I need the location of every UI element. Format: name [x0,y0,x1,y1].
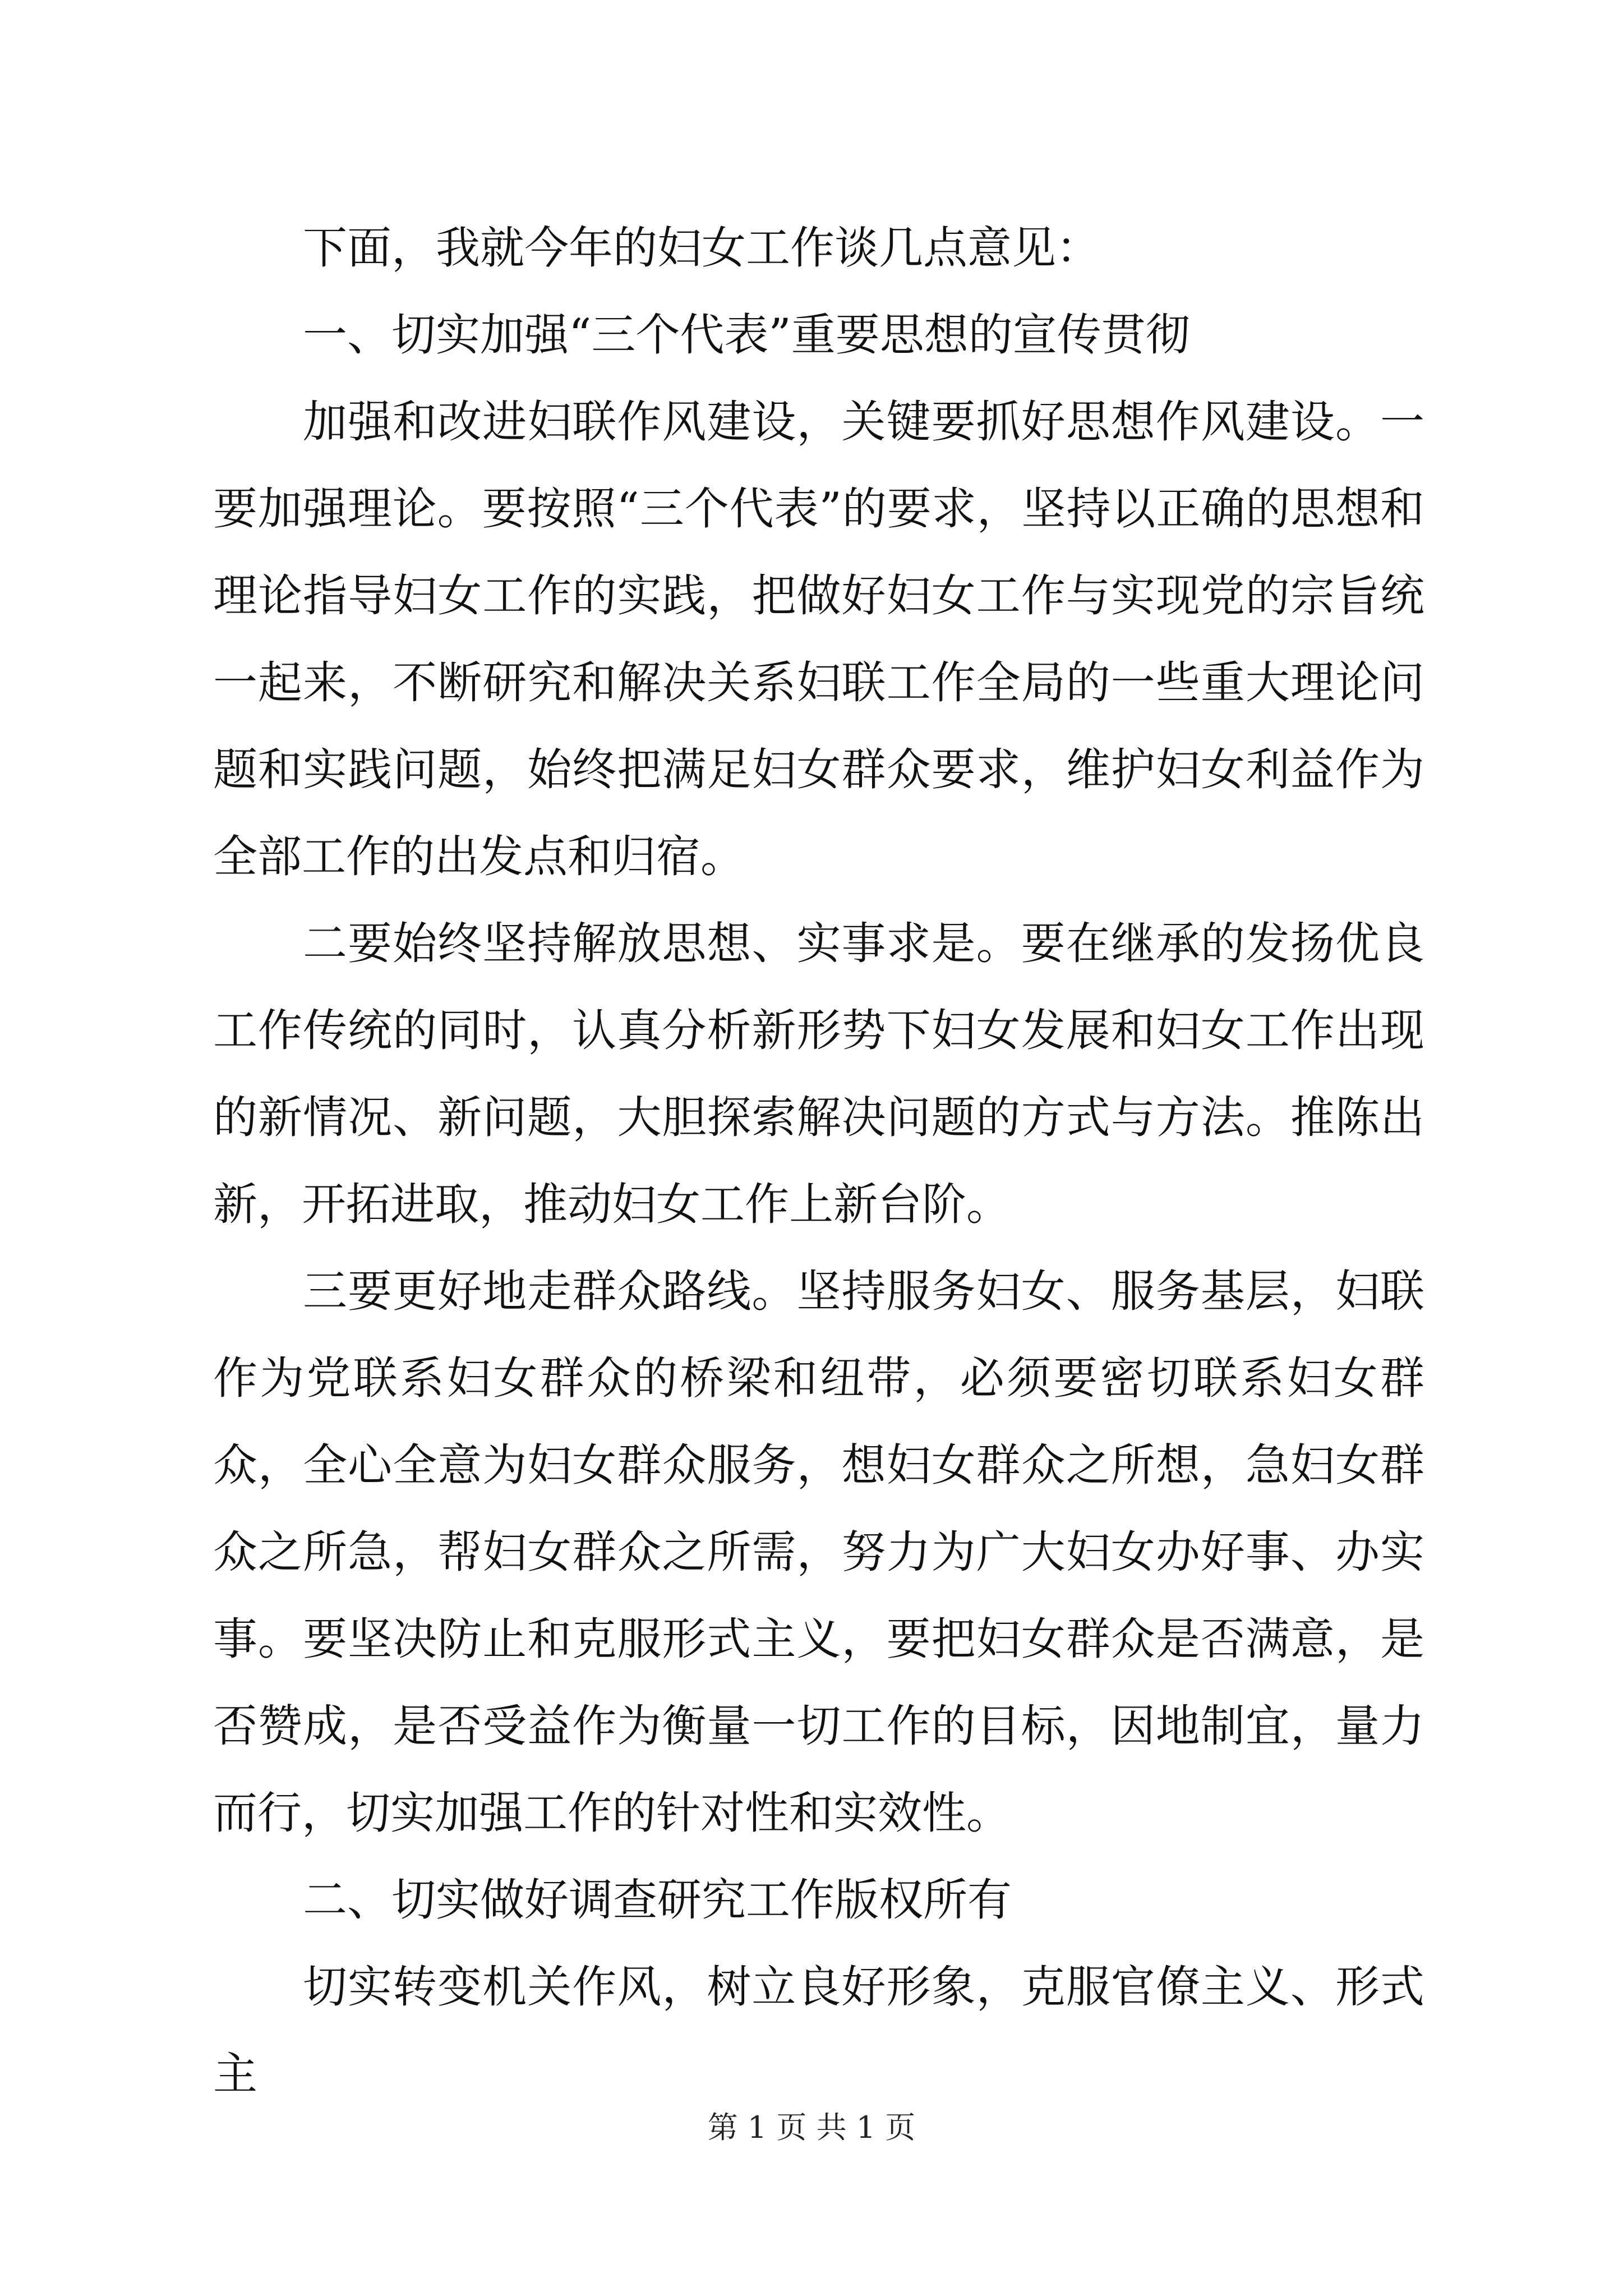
paragraph-intro: 下面，我就今年的妇女工作谈几点意见： [303,222,1100,274]
paragraph-emancipation: 二要始终坚持解放思想、实事求是。要在继承的发扬优良工作传统的同时，认真分析新形势下妇女发展和妇女工作出现的新情况、新问题，大胆探索解决问题的方式与方法。推陈出新，开拓进取，推动妇女工作上新台阶。 [213,918,1424,1230]
page-footer: 第 1 页 共 1 页 [707,2110,916,2145]
document-body [213,205,1424,2118]
paragraph-work-style: 切实转变机关作风，树立良好形象，克服官僚主义、形式主 [213,1961,1424,2100]
paragraph-mass-line: 三要更好地走群众路线。坚持服务妇女、服务基层，妇联作为党联系妇女群众的桥梁和纽带，必须要密切联系妇女群众，全心全意为妇女群众服务，想妇女群众之所想，急妇女群众之所急，帮妇女群众之所需，努力为广大妇女办好事、办实事。要坚决防止和克服形式主义，要把妇女群众是否满意，是否赞成，是否受益作为衡量一切工作的目标，因地制宜，量力而行，切实加强工作的针对性和实效性。 [213,1266,1424,1839]
section-heading-2: 二、切实做好调查研究工作版权所有 [303,1874,1012,1926]
section-heading-1: 一、切实加强“三个代表”重要思想的宣传贯彻 [303,309,1190,361]
paragraph-theory: 加强和改进妇联作风建设，关键要抓好思想作风建设。一要加强理论。要按照“三个代表”的要求，坚持以正确的思想和理论指导妇女工作的实践，把做好妇女工作与实现党的宗旨统一起来，不断研究和解决关系妇联工作全局的一些重大理论问题和实践问题，始终把满足妇女群众要求，维护妇女利益作为全部工作的出发点和归宿。 [213,396,1424,882]
